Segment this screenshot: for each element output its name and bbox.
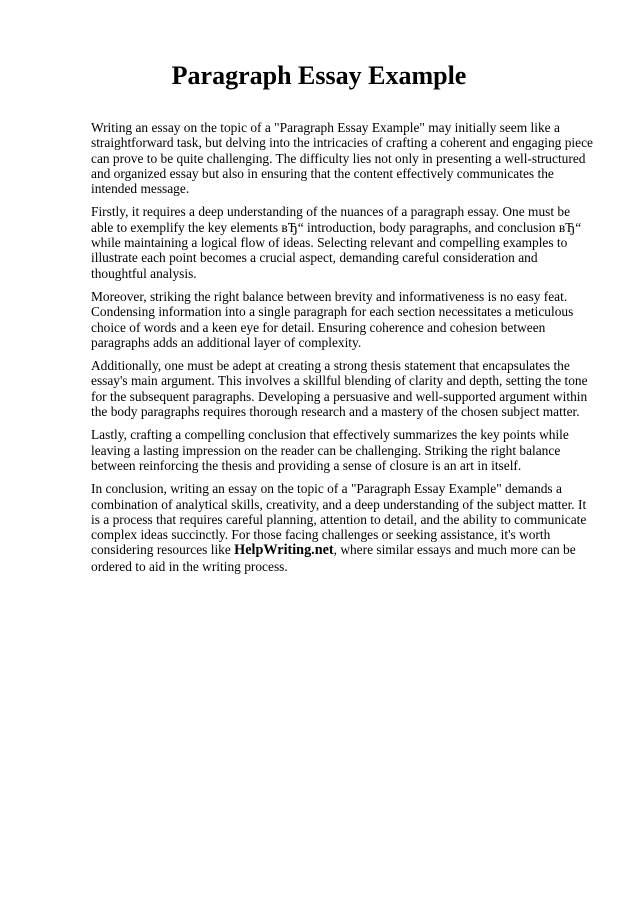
document-title: Paragraph Essay Example xyxy=(171,61,467,90)
paragraph-6-text-after: , where similar essays and much more can be ordered to aid in the writing process. xyxy=(91,542,576,574)
paragraph-4: Additionally, one must be adept at creating a strong thesis statement that encapsulates the essay's main argument. This involves a skillful blending of clarity and depth, setting the tone for the subsequent paragraphs. Developing a persuasive and well-supported argument within the body paragraphs requires thorough research and a mastery of the chosen subject matter. xyxy=(91,358,588,420)
paragraph-1: Writing an essay on the topic of a "Paragraph Essay Example" may initially seem like a straightforward task, but delving into the intricacies of crafting a coherent and engaging piece can prove to be quite challenging. The difficulty lies not only in presenting a well-structured and organized essay but also in ensuring that the content effectively communicates the intended message. xyxy=(91,120,593,197)
helpwriting-link[interactable]: HelpWriting.net xyxy=(234,542,334,559)
paragraph-5: Lastly, crafting a compelling conclusion that effectively summarizes the key points while leaving a lasting impression on the reader can be challenging. Striking the right balance between reinforcing the thesis and providing a sense of closure is an art in itself. xyxy=(91,427,569,473)
paragraph-3: Moreover, striking the right balance between brevity and informativeness is no easy feat. Condensing information into a single paragraph for each section necessitates a meticulous choice of words and a keen eye for detail. Ensuring coherence and cohesion between paragraphs adds an additional layer of complexity. xyxy=(91,288,574,350)
paragraph-6 xyxy=(91,481,595,574)
document-body xyxy=(91,120,595,582)
paragraph-6-text-before: In conclusion, writing an essay on the topic of a "Paragraph Essay Example" demands a combination of analytical skills, creativity, and a deep understanding of the subject matter. It is a process that requires careful planning, attention to detail, and the ability to communicate complex ideas succinctly. For those facing challenges or seeking assistance, it's worth considering resources like xyxy=(91,481,587,558)
paragraph-2: Firstly, it requires a deep understanding of the nuances of a paragraph essay. One must be able to exemplify the key elements вЂ“ introduction, body paragraphs, and conclusion вЂ“ while maintaining a logical flow of ideas. Selecting relevant and compelling examples to illustrate each point becomes a crucial aspect, demanding careful consideration and thoughtful analysis. xyxy=(91,204,582,281)
